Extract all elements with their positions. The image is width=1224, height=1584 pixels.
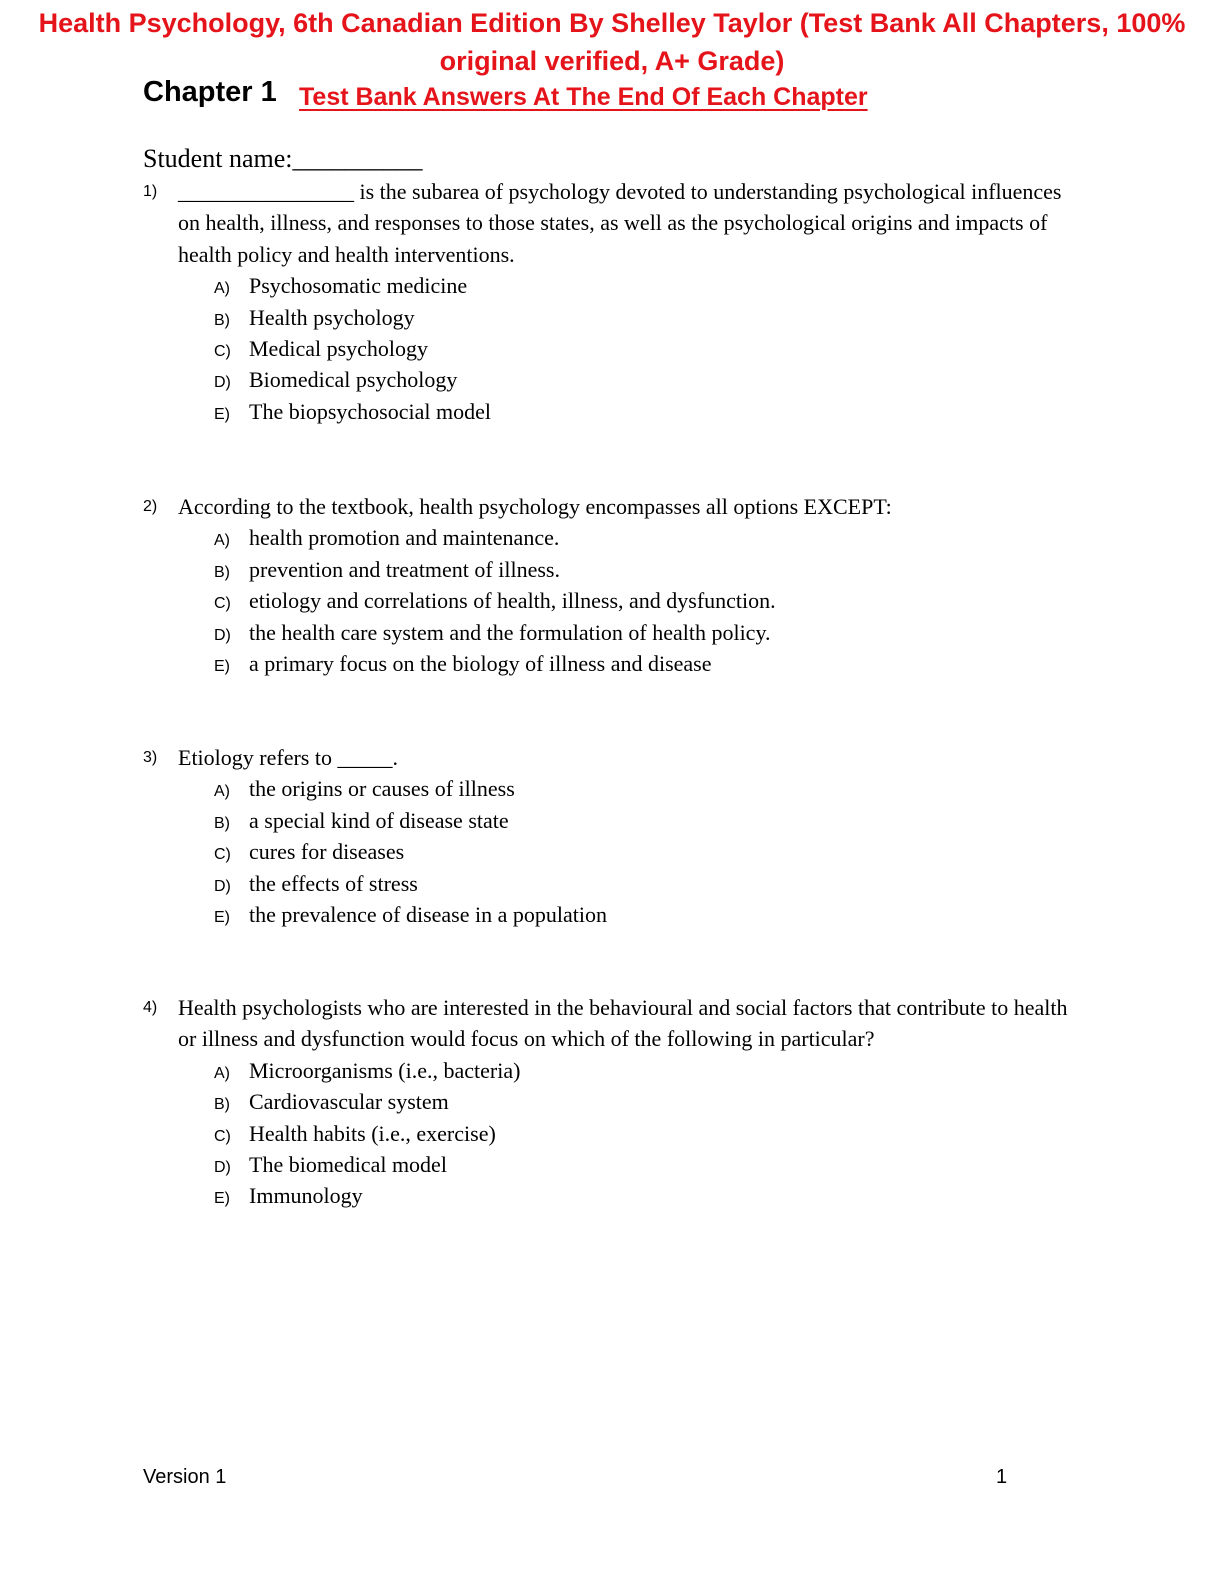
option-letter: A) xyxy=(214,532,230,550)
option-b xyxy=(214,302,1083,333)
option-text: Microorganisms (i.e., bacteria) xyxy=(249,1057,521,1083)
option-a xyxy=(214,1055,1083,1086)
option-text: Cardiovascular system xyxy=(249,1089,449,1115)
option-text: The biopsychosocial model xyxy=(249,398,491,424)
question-text: Etiology refers to _____. xyxy=(178,745,398,770)
question-text: Health psychologists who are interested in the behavioural and social factors that contribute to health or illness and dysfunction would focus on which of the following in particular? xyxy=(178,995,1068,1052)
option-text: the origins or causes of illness xyxy=(249,776,515,802)
option-c xyxy=(214,333,1083,364)
option-e xyxy=(214,648,1083,679)
option-list xyxy=(143,270,1083,427)
option-c xyxy=(214,1118,1083,1149)
question-4 xyxy=(143,992,1083,1212)
option-text: Psychosomatic medicine xyxy=(249,273,468,299)
option-text: Immunology xyxy=(249,1183,363,1209)
page-number: 1 xyxy=(996,1466,1008,1488)
option-a xyxy=(214,522,1083,553)
banner-line-1: Health Psychology, 6th Canadian Edition By Shelley Taylor (Test Bank All Chapters, 100% xyxy=(38,8,1186,38)
option-text: prevention and treatment of illness. xyxy=(249,556,560,582)
option-d xyxy=(214,868,1083,899)
question-number: 1) xyxy=(143,183,158,200)
option-text: The biomedical model xyxy=(249,1151,447,1177)
option-letter: D) xyxy=(214,374,231,392)
option-letter: C) xyxy=(214,846,231,864)
option-text: Biomedical psychology xyxy=(249,367,458,393)
question-number: 2) xyxy=(143,498,158,515)
option-text: the effects of stress xyxy=(249,870,418,896)
option-d xyxy=(214,1149,1083,1180)
option-letter: B) xyxy=(214,311,230,329)
option-b xyxy=(214,1086,1083,1117)
option-letter: E) xyxy=(214,908,230,926)
option-letter: B) xyxy=(214,814,230,832)
option-e xyxy=(214,396,1083,427)
option-text: etiology and correlations of health, illness, and dysfunction. xyxy=(249,588,776,614)
option-letter: D) xyxy=(214,1158,231,1176)
student-name-field: Student name:__________ xyxy=(143,144,423,173)
footer-version: Version 1 xyxy=(143,1466,227,1488)
option-letter: B) xyxy=(214,563,230,581)
option-a xyxy=(214,773,1083,804)
answers-note: Test Bank Answers At The End Of Each Chapter xyxy=(299,83,868,111)
option-text: Health habits (i.e., exercise) xyxy=(249,1120,496,1146)
question-text: ________________ is the subarea of psychology devoted to understanding psychological influences on health, illness, and responses to those states, as well as the psychological origins and impacts of health policy and health interventions. xyxy=(178,179,1062,267)
option-e xyxy=(214,899,1083,930)
option-list xyxy=(143,1055,1083,1212)
option-c xyxy=(214,836,1083,867)
option-letter: B) xyxy=(214,1096,230,1114)
question-3 xyxy=(143,742,1083,930)
option-b xyxy=(214,554,1083,585)
option-text: Medical psychology xyxy=(249,336,429,361)
question-number: 4) xyxy=(143,999,158,1016)
option-text: Health psychology xyxy=(249,304,415,330)
question-1 xyxy=(143,176,1083,427)
option-text: the health care system and the formulation of health policy. xyxy=(249,619,771,645)
option-b xyxy=(214,805,1083,836)
option-list xyxy=(143,522,1083,679)
question-2 xyxy=(143,491,1083,679)
option-text: a special kind of disease state xyxy=(249,807,509,833)
option-letter: E) xyxy=(214,657,230,675)
option-letter: C) xyxy=(214,343,231,360)
option-d xyxy=(214,364,1083,395)
option-e xyxy=(214,1180,1083,1211)
option-letter: A) xyxy=(214,783,230,801)
option-letter: C) xyxy=(214,595,231,613)
chapter-heading: Chapter 1 xyxy=(143,76,277,108)
option-text: a primary focus on the biology of illness and disease xyxy=(249,650,712,676)
option-list xyxy=(143,773,1083,930)
option-c xyxy=(214,585,1083,616)
option-d xyxy=(214,617,1083,648)
option-letter: D) xyxy=(214,626,231,644)
option-text: the prevalence of disease in a population xyxy=(249,901,607,927)
option-letter: D) xyxy=(214,877,231,895)
question-text: According to the textbook, health psychology encompasses all options EXCEPT: xyxy=(178,494,892,519)
option-letter: A) xyxy=(214,280,230,298)
title-banner xyxy=(10,4,1214,80)
option-text: cures for diseases xyxy=(249,839,405,865)
option-letter: C) xyxy=(214,1127,231,1145)
option-letter: E) xyxy=(214,405,230,423)
option-a xyxy=(214,270,1083,301)
banner-line-2: original verified, A+ Grade) xyxy=(439,46,785,76)
option-letter: E) xyxy=(214,1190,230,1208)
question-number: 3) xyxy=(143,749,158,766)
option-text: health promotion and maintenance. xyxy=(249,525,560,551)
option-letter: A) xyxy=(214,1064,230,1082)
